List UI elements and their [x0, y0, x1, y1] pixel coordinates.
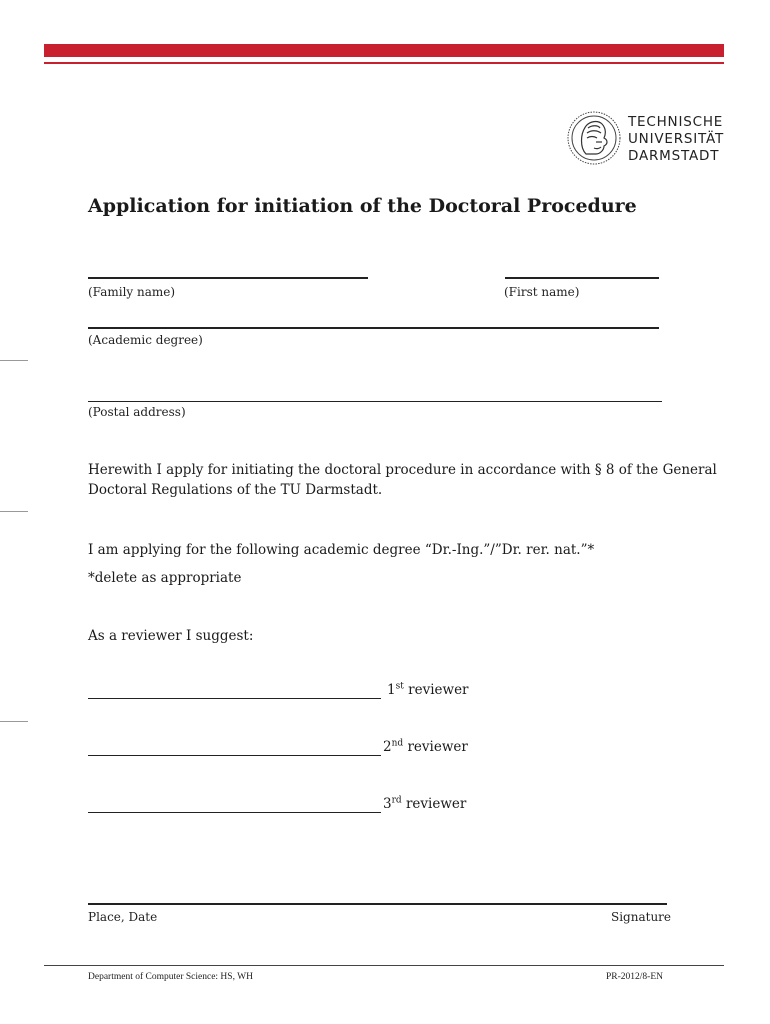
academic-degree-label: (Academic degree) [88, 333, 203, 347]
margin-mark [0, 511, 28, 512]
margin-mark [0, 360, 28, 361]
header-red-bar [44, 44, 724, 57]
place-date-label: Place, Date [88, 910, 158, 924]
logo-line-1: TECHNISCHE [628, 114, 724, 130]
university-seal-icon [566, 108, 622, 168]
header-red-line [44, 62, 724, 64]
footer-department: Department of Computer Science: HS, WH [88, 972, 253, 982]
reviewer-2-field[interactable] [88, 755, 381, 756]
university-logo-text [628, 114, 724, 165]
reviewer-3-label: 3rd reviewer [383, 795, 467, 812]
logo-line-3: DARMSTADT [628, 148, 720, 164]
reviewer-1-field[interactable] [88, 698, 381, 699]
signature-label: Signature [611, 910, 672, 924]
family-name-label: (Family name) [88, 285, 176, 299]
reviewer-1-label: 1st reviewer [387, 681, 469, 698]
family-name-field[interactable] [88, 277, 368, 279]
reviewer-3-field[interactable] [88, 812, 381, 813]
postal-address-label: (Postal address) [88, 405, 186, 419]
reviewer-intro: As a reviewer I suggest: [88, 628, 254, 644]
logo-line-2: UNIVERSITÄT [628, 131, 725, 147]
reviewer-2-label: 2nd reviewer [383, 738, 468, 755]
footer-divider [44, 965, 724, 966]
margin-mark [0, 721, 28, 722]
postal-address-field[interactable] [88, 401, 662, 402]
first-name-label: (First name) [504, 285, 580, 299]
academic-degree-field[interactable] [88, 327, 659, 329]
first-name-field[interactable] [505, 277, 659, 279]
degree-statement: I am applying for the following academic degree “Dr.-Ing.”/”Dr. rer. nat.”* [88, 542, 595, 558]
page-title: Application for initiation of the Doctoral Procedure [88, 195, 637, 217]
delete-note: *delete as appropriate [88, 570, 242, 586]
footer-form-code: PR-2012/8-EN [606, 972, 663, 982]
application-statement: Herewith I apply for initiating the doctoral procedure in accordance with § 8 of the General Doctoral Regulations of the TU Darmstadt. [88, 462, 717, 498]
place-date-signature-field[interactable] [88, 903, 667, 905]
